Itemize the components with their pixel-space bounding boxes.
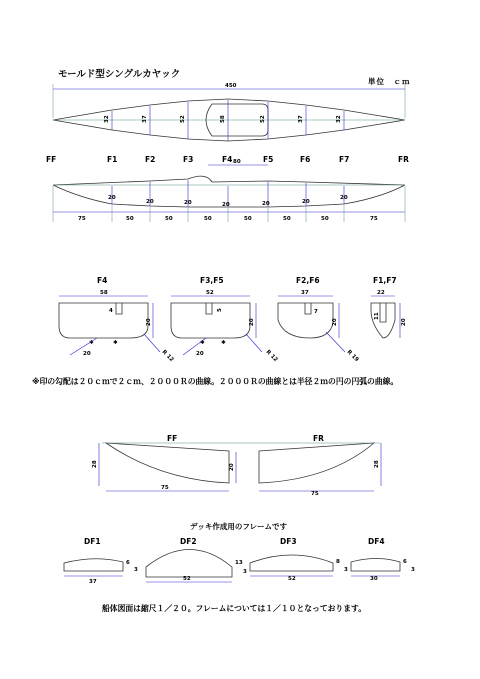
spacing-4: 50 [204,216,212,222]
depth-f1: 20 [108,195,116,201]
frame-f1f7-height: 20 [401,318,407,326]
frame-f2f6-radius: R 19 [345,349,360,364]
frame-f2f6-title: F2,F6 [296,276,320,285]
asterisk-mark-2: ✱ [113,340,118,346]
frame-f1f7-title: F1,F7 [373,276,397,285]
deck-frames [64,537,415,585]
station-fr: FR [398,155,409,164]
half-breadth-f5: 52 [260,115,266,123]
deck-frame-4-label: DF4 [368,537,385,546]
spacing-1: 75 [78,216,86,222]
curve-note: ※印の勾配は２０ｃｍで２ｃｍ、２０００Ｒの曲線。２０００Ｒの曲線とは半径２ｍの円の円弧の曲線。 [32,377,399,386]
station-ff: FF [46,155,57,164]
cockpit-length-label: 80 [233,159,241,165]
station-f2: F2 [145,155,156,164]
frame-f4-angle: 20 [83,351,91,357]
station-f4: F4 [222,155,233,164]
side-profile [53,176,405,222]
asterisk-mark-3: ✱ [200,340,205,346]
deck-frame-4-width: 30 [370,576,378,582]
deck-frame-1-h2: 3 [134,567,138,573]
frame-f3f5-radius: R 12 [264,349,279,364]
frame-f4-height: 20 [146,318,152,326]
half-breadth-f6: 37 [298,115,304,123]
frame-f3f5-title: F3,F5 [200,276,224,285]
end-frame-ff-height: 28 [92,460,98,468]
frame-f2f6-height: 20 [332,318,338,326]
frame-f1f7-notch: 11 [374,312,380,320]
half-breadth-f1: 32 [104,115,110,123]
asterisk-mark-1: ✱ [89,340,94,346]
deck-frame-3-h1: 8 [336,559,340,565]
station-f7: F7 [339,155,350,164]
deck-frame-3-label: DF3 [280,537,297,546]
plan-view [53,83,405,141]
end-frame-fr-height: 28 [374,460,380,468]
deck-frame-1-label: DF1 [84,537,101,546]
drawing-title: モールド型シングルカヤック [58,69,181,80]
unit-label: 単位 ｃｍ [368,77,411,86]
spacing-8: 75 [370,216,378,222]
spacing-2: 50 [126,216,134,222]
depth-f3: 20 [184,200,192,206]
end-frame-fr-length: 75 [311,491,319,497]
deck-frame-3-width: 52 [288,576,296,582]
deck-frame-1-width: 37 [89,579,97,585]
station-f6: F6 [300,155,311,164]
asterisk-mark-4: ✱ [221,340,226,346]
depth-f5: 20 [262,201,270,207]
frame-f3f5-angle: 20 [196,351,204,357]
depth-f4: 20 [222,202,230,208]
deck-frame-2-h1: 13 [235,560,243,566]
depth-f7: 20 [340,195,348,201]
deck-frame-4-h1: 6 [403,559,407,565]
depth-f6: 20 [302,199,310,205]
deck-frame-3-h2: 3 [344,567,348,573]
frame-f4-notch: 4 [109,308,113,314]
deck-frames-title: デッキ作成用のフレームです [190,522,288,531]
station-f5: F5 [263,155,274,164]
deck-frame-2-width: 52 [183,576,191,582]
station-labels [46,155,409,165]
half-breadth-f3: 52 [180,115,186,123]
frame-f3f5-notch: 5 [217,308,223,312]
frame-f2f6-notch: 7 [314,309,318,315]
frame-f4-width: 58 [100,290,108,296]
deck-frame-2-h2: 3 [243,569,247,575]
frame-f1f7-width: 22 [377,290,385,296]
depth-f2: 20 [146,199,154,205]
end-frame-fr-label: FR [313,434,324,443]
overall-length-label: 450 [225,83,237,89]
frame-f4-title: F4 [97,276,108,285]
frame-f3f5-width: 52 [206,290,214,296]
end-frames [92,434,381,497]
half-breadth-f7: 32 [336,115,342,123]
deck-frame-1-h1: 6 [126,560,130,566]
spacing-7: 50 [321,216,329,222]
station-f3: F3 [183,155,194,164]
end-frame-ff-length: 75 [161,485,169,491]
frame-f4-radius: R 12 [160,349,175,364]
deck-frame-2-label: DF2 [180,537,197,546]
spacing-6: 50 [283,216,291,222]
end-frame-mid-height: 20 [229,463,235,471]
frame-f3f5-height: 20 [249,318,255,326]
station-f1: F1 [107,155,118,164]
spacing-3: 50 [165,216,173,222]
deck-frame-4-h2: 3 [411,567,415,573]
half-breadth-f4: 58 [220,115,226,123]
scale-note: 船体図面は縮尺１／２０。フレームについては１／１０となっております。 [102,604,366,613]
frame-sections [59,276,407,363]
frame-f2f6-width: 37 [301,290,309,296]
half-breadth-f2: 37 [142,115,148,123]
end-frame-ff-label: FF [167,434,178,443]
spacing-5: 50 [244,216,252,222]
